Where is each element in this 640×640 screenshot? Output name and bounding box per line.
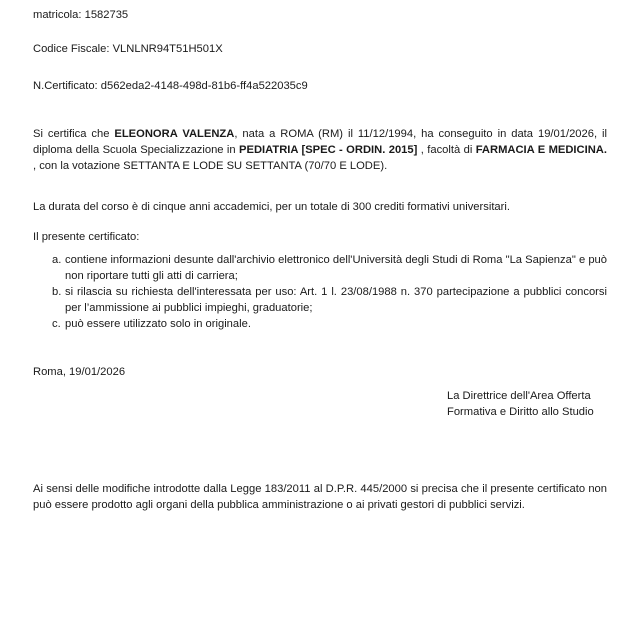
faculty-prefix-text: , facoltà di [417,144,476,156]
legal-footer-note: Ai sensi delle modifiche introdotte dalla Legge 183/2011 al D.P.R. 445/2000 si precisa che il presente certificato non può essere prodotto agli organi della pubblica amministrazione o ai privati gestori di pubblici servizi. [33,483,607,511]
certificate-conditions-list [33,252,607,332]
list-item-text: può essere utilizzato solo in originale. [65,318,251,330]
faculty-name: FARMACIA E MEDICINA. [475,144,607,156]
list-item [33,284,607,316]
list-marker: a. [52,254,62,266]
codice-fiscale-line: Codice Fiscale: VLNLNR94T51H501X [33,43,223,55]
course-duration-paragraph: La durata del corso è di cinque anni accademici, per un totale di 300 crediti formativi universitari. [33,201,510,213]
certification-paragraph [33,126,607,174]
list-item [33,316,607,332]
list-intro: Il presente certificato: [33,231,140,243]
birth-and-date-text: , nata a ROMA (RM) il 11/12/1994, ha conseguito in data 19/01/2026, il diploma della Scuola Specializzazione in [33,128,607,156]
list-marker: b. [52,286,62,298]
list-item-text: si rilascia su richiesta dell'interessata per uso: Art. 1 l. 23/08/1988 n. 370 partecipazione a pubblici concorsi per l’ammissione ai pubblici impieghi, graduatorie; [65,286,607,314]
list-marker: c. [52,318,61,330]
signature-title-line-2: Formativa e Diritto allo Studio [447,406,594,418]
grade-text: , con la votazione SETTANTA E LODE SU SETTANTA (70/70 E LODE). [33,160,388,172]
signature-title-line-1: La Direttrice dell'Area Offerta [447,390,591,402]
intro-text: Si certifica che [33,128,115,140]
place-and-date: Roma, 19/01/2026 [33,366,126,378]
list-item [33,252,607,284]
list-item-text: contiene informazioni desunte dall'archivio elettronico dell'Università degli Studi di Roma "La Sapienza" e può non riportare tutti gli atti di carriera; [65,254,607,282]
certificate-number-line: N.Certificato: d562eda2-4148-498d-81b6-ff4a522035c9 [33,80,308,92]
student-name: ELEONORA VALENZA [114,128,235,140]
course-name: PEDIATRIA [SPEC - ORDIN. 2015] [239,144,418,156]
signature-block [447,388,607,420]
matricola-line: matricola: 1582735 [33,9,129,21]
